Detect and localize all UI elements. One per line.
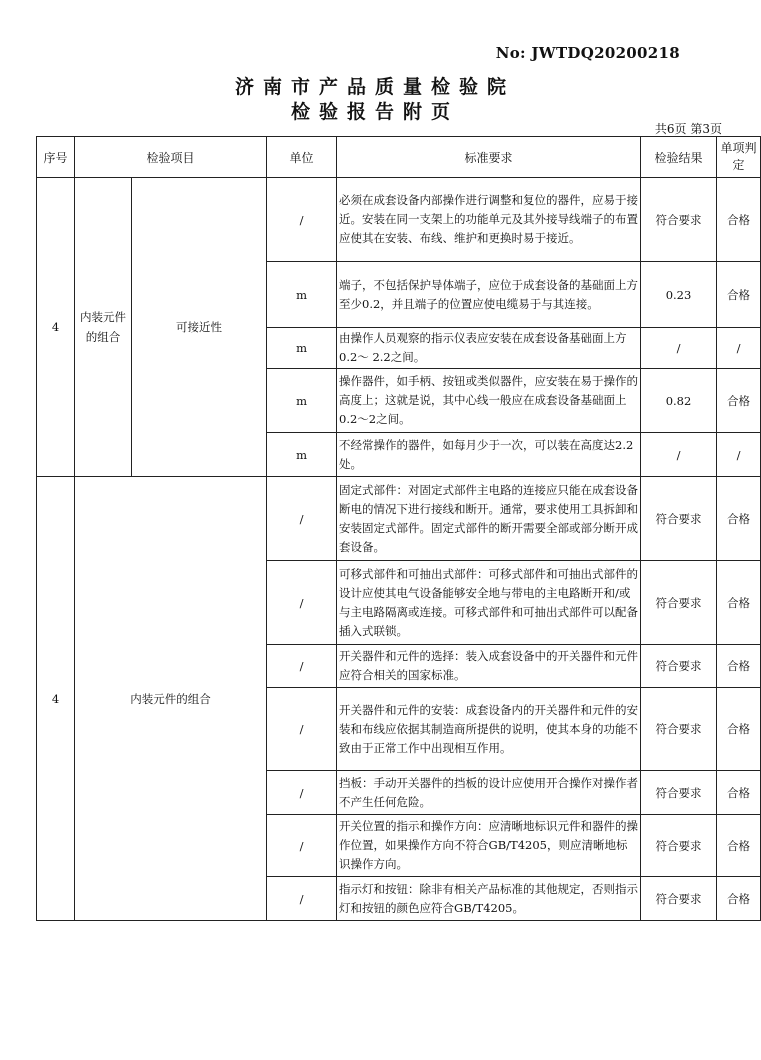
unit-cell: / bbox=[267, 688, 337, 771]
institute-title: 济南市产品质量检验院 bbox=[234, 76, 515, 98]
item-cell: 内装元件的组合 bbox=[75, 178, 132, 477]
result-cell: 0.82 bbox=[641, 369, 717, 433]
judgement-cell: 合格 bbox=[717, 877, 761, 921]
col-seq: 序号 bbox=[37, 137, 75, 178]
unit-cell: m bbox=[267, 328, 337, 369]
col-unit: 单位 bbox=[267, 137, 337, 178]
requirement-cell: 固定式部件：对固定式部件主电路的连接应只能在成套设备断电的情况下进行接线和断开。通常，要求使用工具拆卸和安装固定式部件。固定式部件的断开需要全部或部分断开成套设备。 bbox=[337, 477, 641, 561]
report-number: No: JWTDQ20200218 bbox=[495, 44, 680, 62]
col-item: 检验项目 bbox=[75, 137, 267, 178]
table-row bbox=[37, 477, 761, 561]
requirement-cell: 由操作人员观察的指示仪表应安装在成套设备基础面上方0.2～ 2.2之间。 bbox=[337, 328, 641, 369]
judgement-cell: 合格 bbox=[717, 645, 761, 688]
seq-cell: 4 bbox=[37, 178, 75, 477]
requirement-cell: 可移式部件和可抽出式部件：可移式部件和可抽出式部件的设计应使其电气设备能够安全地与带电的主电路断开和/或与主电路隔离或连接。可移式部件和可抽出式部件可以配备插入式联锁。 bbox=[337, 561, 641, 645]
unit-cell: / bbox=[267, 877, 337, 921]
judgement-cell: 合格 bbox=[717, 477, 761, 561]
requirement-cell: 必须在成套设备内部操作进行调整和复位的器件，应易于接近。安装在同一支架上的功能单元及其外接导线端子的布置应使其在安装、布线、维护和更换时易于接近。 bbox=[337, 178, 641, 262]
seq-cell: 4 bbox=[37, 477, 75, 921]
judgement-cell: / bbox=[717, 433, 761, 477]
item-cell: 内装元件的组合 bbox=[75, 477, 267, 921]
result-cell: 符合要求 bbox=[641, 815, 717, 877]
subitem-cell: 可接近性 bbox=[132, 178, 267, 477]
inspection-table bbox=[36, 136, 761, 921]
judgement-cell: 合格 bbox=[717, 771, 761, 815]
result-cell: 0.23 bbox=[641, 262, 717, 328]
result-cell: / bbox=[641, 328, 717, 369]
unit-cell: / bbox=[267, 771, 337, 815]
result-cell: 符合要求 bbox=[641, 877, 717, 921]
unit-cell: / bbox=[267, 178, 337, 262]
judgement-cell: 合格 bbox=[717, 369, 761, 433]
requirement-cell: 不经常操作的器件，如每月少于一次，可以装在高度达2.2处。 bbox=[337, 433, 641, 477]
unit-cell: / bbox=[267, 561, 337, 645]
result-cell: 符合要求 bbox=[641, 771, 717, 815]
table-row bbox=[37, 178, 761, 262]
col-requirement: 标准要求 bbox=[337, 137, 641, 178]
result-cell: 符合要求 bbox=[641, 561, 717, 645]
unit-cell: m bbox=[267, 369, 337, 433]
judgement-cell: 合格 bbox=[717, 178, 761, 262]
result-cell: 符合要求 bbox=[641, 178, 717, 262]
result-cell: 符合要求 bbox=[641, 645, 717, 688]
report-subtitle: 检验报告附页 bbox=[290, 101, 459, 123]
requirement-cell: 挡板：手动开关器件的挡板的设计应使用开合操作对操作者不产生任何危险。 bbox=[337, 771, 641, 815]
judgement-cell: 合格 bbox=[717, 262, 761, 328]
unit-cell: m bbox=[267, 433, 337, 477]
page-counter: 共6页 第3页 bbox=[654, 122, 722, 136]
col-judgement: 单项判定 bbox=[717, 137, 761, 178]
result-cell: / bbox=[641, 433, 717, 477]
requirement-cell: 开关器件和元件的安装：成套设备内的开关器件和元件的安装和布线应依据其制造商所提供的说明，使其本身的功能不致由于正常工作中出现相互作用。 bbox=[337, 688, 641, 771]
judgement-cell: 合格 bbox=[717, 561, 761, 645]
unit-cell: m bbox=[267, 262, 337, 328]
result-cell: 符合要求 bbox=[641, 688, 717, 771]
col-result: 检验结果 bbox=[641, 137, 717, 178]
header-row bbox=[37, 137, 761, 178]
unit-cell: / bbox=[267, 815, 337, 877]
requirement-cell: 指示灯和按钮：除非有相关产品标准的其他规定，否则指示灯和按钮的颜色应符合GB/T4205。 bbox=[337, 877, 641, 921]
requirement-cell: 操作器件，如手柄、按钮或类似器件，应安装在易于操作的高度上；这就是说，其中心线一般应在成套设备基础面上0.2～2之间。 bbox=[337, 369, 641, 433]
judgement-cell: 合格 bbox=[717, 815, 761, 877]
unit-cell: / bbox=[267, 477, 337, 561]
judgement-cell: / bbox=[717, 328, 761, 369]
result-cell: 符合要求 bbox=[641, 477, 717, 561]
judgement-cell: 合格 bbox=[717, 688, 761, 771]
requirement-cell: 开关器件和元件的选择：装入成套设备中的开关器件和元件应符合相关的国家标准。 bbox=[337, 645, 641, 688]
requirement-cell: 开关位置的指示和操作方向：应清晰地标识元件和器件的操作位置，如果操作方向不符合GB/T4205，则应清晰地标识操作方向。 bbox=[337, 815, 641, 877]
requirement-cell: 端子，不包括保护导体端子，应位于成套设备的基础面上方至少0.2，并且端子的位置应使电缆易于与其连接。 bbox=[337, 262, 641, 328]
unit-cell: / bbox=[267, 645, 337, 688]
